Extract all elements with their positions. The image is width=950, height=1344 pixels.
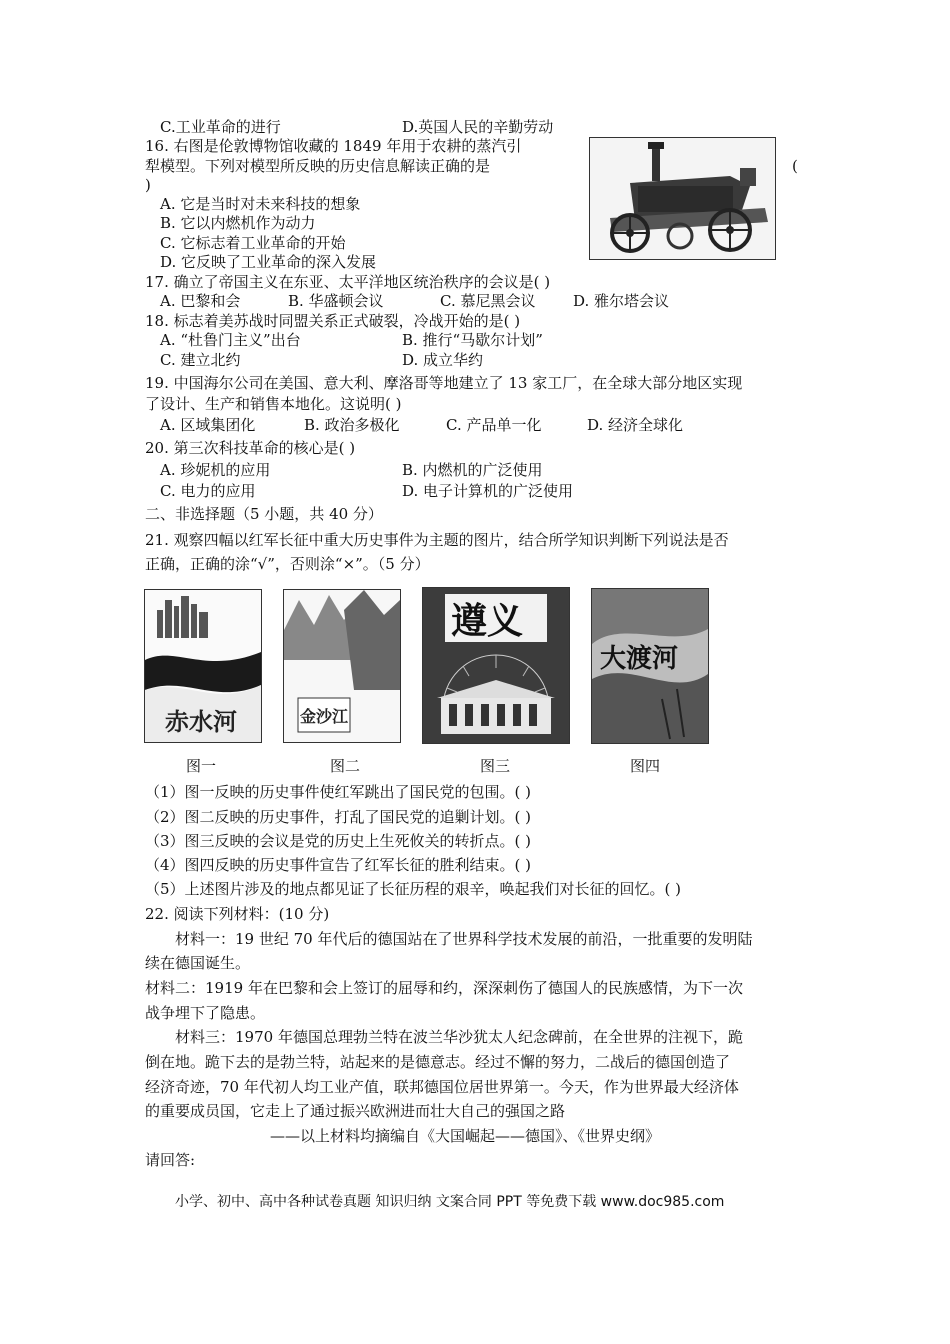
q16-stem: 16. 右图是伦敦博物馆收藏的 1849 年用于农耕的蒸汽引: [145, 137, 522, 155]
steam-plough-image: [589, 137, 776, 260]
material-three-l2: 倒在地。跪下去的是勃兰特，站起来的是德意志。经过不懈的努力，二战后的德国创造了: [145, 1053, 731, 1071]
q19-option-a: A. 区域集团化: [160, 416, 256, 434]
figure-four-label: 大渡河: [600, 644, 679, 674]
q20-stem: 20. 第三次科技革命的核心是( ): [145, 439, 356, 457]
q21-item-5: （5）上述图片涉及的地点都见证了长征历程的艰辛，唤起我们对长征的回忆。( ): [145, 880, 682, 898]
q15-option-d: D.英国人民的辛勤劳动: [402, 118, 554, 136]
figure-three-label: 遵义: [451, 601, 524, 642]
figure-one-caption: 图一: [186, 757, 217, 775]
q17-option-c: C. 慕尼黑会议: [440, 292, 536, 310]
material-three: 材料三：1970 年德国总理勃兰特在波兰华沙犹太人纪念碑前，在全世界的注视下，跪: [175, 1028, 743, 1046]
q21-stem: 21. 观察四幅以红军长征中重大历史事件为主题的图片，结合所学知识判断下列说法是否: [145, 531, 729, 549]
figure-two-caption: 图二: [330, 757, 361, 775]
figure-three-image: [422, 587, 570, 744]
q20-option-a: A. 珍妮机的应用: [160, 461, 271, 479]
material-one-cont: 续在德国诞生。: [145, 954, 251, 972]
section-two-heading: 二、非选择题（5 小题，共 40 分）: [145, 505, 383, 523]
q19-option-d: D. 经济全球化: [587, 416, 684, 434]
figure-four-image: [591, 588, 709, 744]
q16-option-b: B. 它以内燃机作为动力: [160, 214, 316, 232]
q18-option-b: B. 推行“马歇尔计划”: [402, 331, 543, 349]
figure-one-label: 赤水河: [165, 708, 237, 736]
q18-option-a: A. “杜鲁门主义”出台: [160, 331, 301, 349]
material-one: 材料一：19 世纪 70 年代后的德国站在了世界科学技术发展的前沿，一批重要的发明陆: [175, 930, 753, 948]
figure-two-image: [283, 589, 401, 743]
q16-option-c: C. 它标志着工业革命的开始: [160, 234, 346, 252]
q16-paren: (: [792, 157, 798, 175]
q17-option-a: A. 巴黎和会: [160, 292, 241, 310]
q20-option-d: D. 电子计算机的广泛使用: [402, 482, 574, 500]
figure-four-caption: 图四: [630, 757, 661, 775]
figure-two-label: 金沙江: [300, 707, 349, 726]
q21-item-4: （4）图四反映的历史事件宣告了红军长征的胜利结束。( ): [145, 856, 532, 874]
q18-option-c: C. 建立北约: [160, 351, 241, 369]
q21-item-2: （2）图二反映的历史事件，打乱了国民党的追剿计划。( ): [145, 808, 532, 826]
material-three-l3: 经济奇迹，70 年代初人均工业产值，联邦德国位居世界第一。今天，作为世界最大经济体: [145, 1078, 739, 1096]
material-three-l4: 的重要成员国，它走上了通过振兴欧洲进而壮大自己的强国之路: [145, 1102, 566, 1120]
q21-item-3: （3）图三反映的会议是党的历史上生死攸关的转折点。( ): [145, 832, 532, 850]
q16-option-d: D. 它反映了工业革命的深入发展: [160, 253, 377, 271]
q17-stem: 17. 确立了帝国主义在东亚、太平洋地区统治秩序的会议是( ): [145, 273, 551, 291]
q20-option-c: C. 电力的应用: [160, 482, 256, 500]
figure-one-image: [144, 589, 262, 743]
q16-option-a: A. 它是当时对未来科技的想象: [160, 195, 361, 213]
figure-three-caption: 图三: [480, 757, 511, 775]
page-footer: 小学、初中、高中各种试卷真题 知识归纳 文案合同 PPT 等免费下载 www.doc985.com: [175, 1194, 725, 1210]
q21-stem-2: 正确，正确的涂“√”，否则涂“×”。（5 分）: [145, 555, 430, 573]
materials-source: ——以上材料均摘编自《大国崛起——德国》、《世界史纲》: [270, 1127, 661, 1145]
q15-option-c: C.工业革命的进行: [160, 118, 281, 136]
material-two-cont: 战争埋下了隐患。: [145, 1004, 266, 1022]
q16-stem-2: 犁模型。下列对模型所反映的历史信息解读正确的是: [145, 157, 491, 175]
q18-option-d: D. 成立华约: [402, 351, 484, 369]
q17-option-d: D. 雅尔塔会议: [573, 292, 670, 310]
q17-option-b: B. 华盛顿会议: [288, 292, 384, 310]
q21-item-1: （1）图一反映的历史事件使红军跳出了国民党的包围。( ): [145, 783, 532, 801]
q19-stem-2: 了设计、生产和销售本地化。这说明( ): [145, 395, 402, 413]
q19-option-b: B. 政治多极化: [304, 416, 400, 434]
q22-stem: 22. 阅读下列材料：(10 分): [145, 905, 330, 923]
q18-stem: 18. 标志着美苏战时同盟关系正式破裂，冷战开始的是( ): [145, 312, 521, 330]
please-answer: 请回答:: [145, 1151, 196, 1169]
q19-stem: 19. 中国海尔公司在美国、意大利、摩洛哥等地建立了 13 家工厂，在全球大部分地区实现: [145, 374, 743, 392]
q16-paren-close: ): [145, 176, 151, 194]
q20-option-b: B. 内燃机的广泛使用: [402, 461, 543, 479]
q19-option-c: C. 产品单一化: [446, 416, 542, 434]
material-two: 材料二：1919 年在巴黎和会上签订的屈辱和约，深深刺伤了德国人的民族感情，为下一次: [145, 979, 743, 997]
